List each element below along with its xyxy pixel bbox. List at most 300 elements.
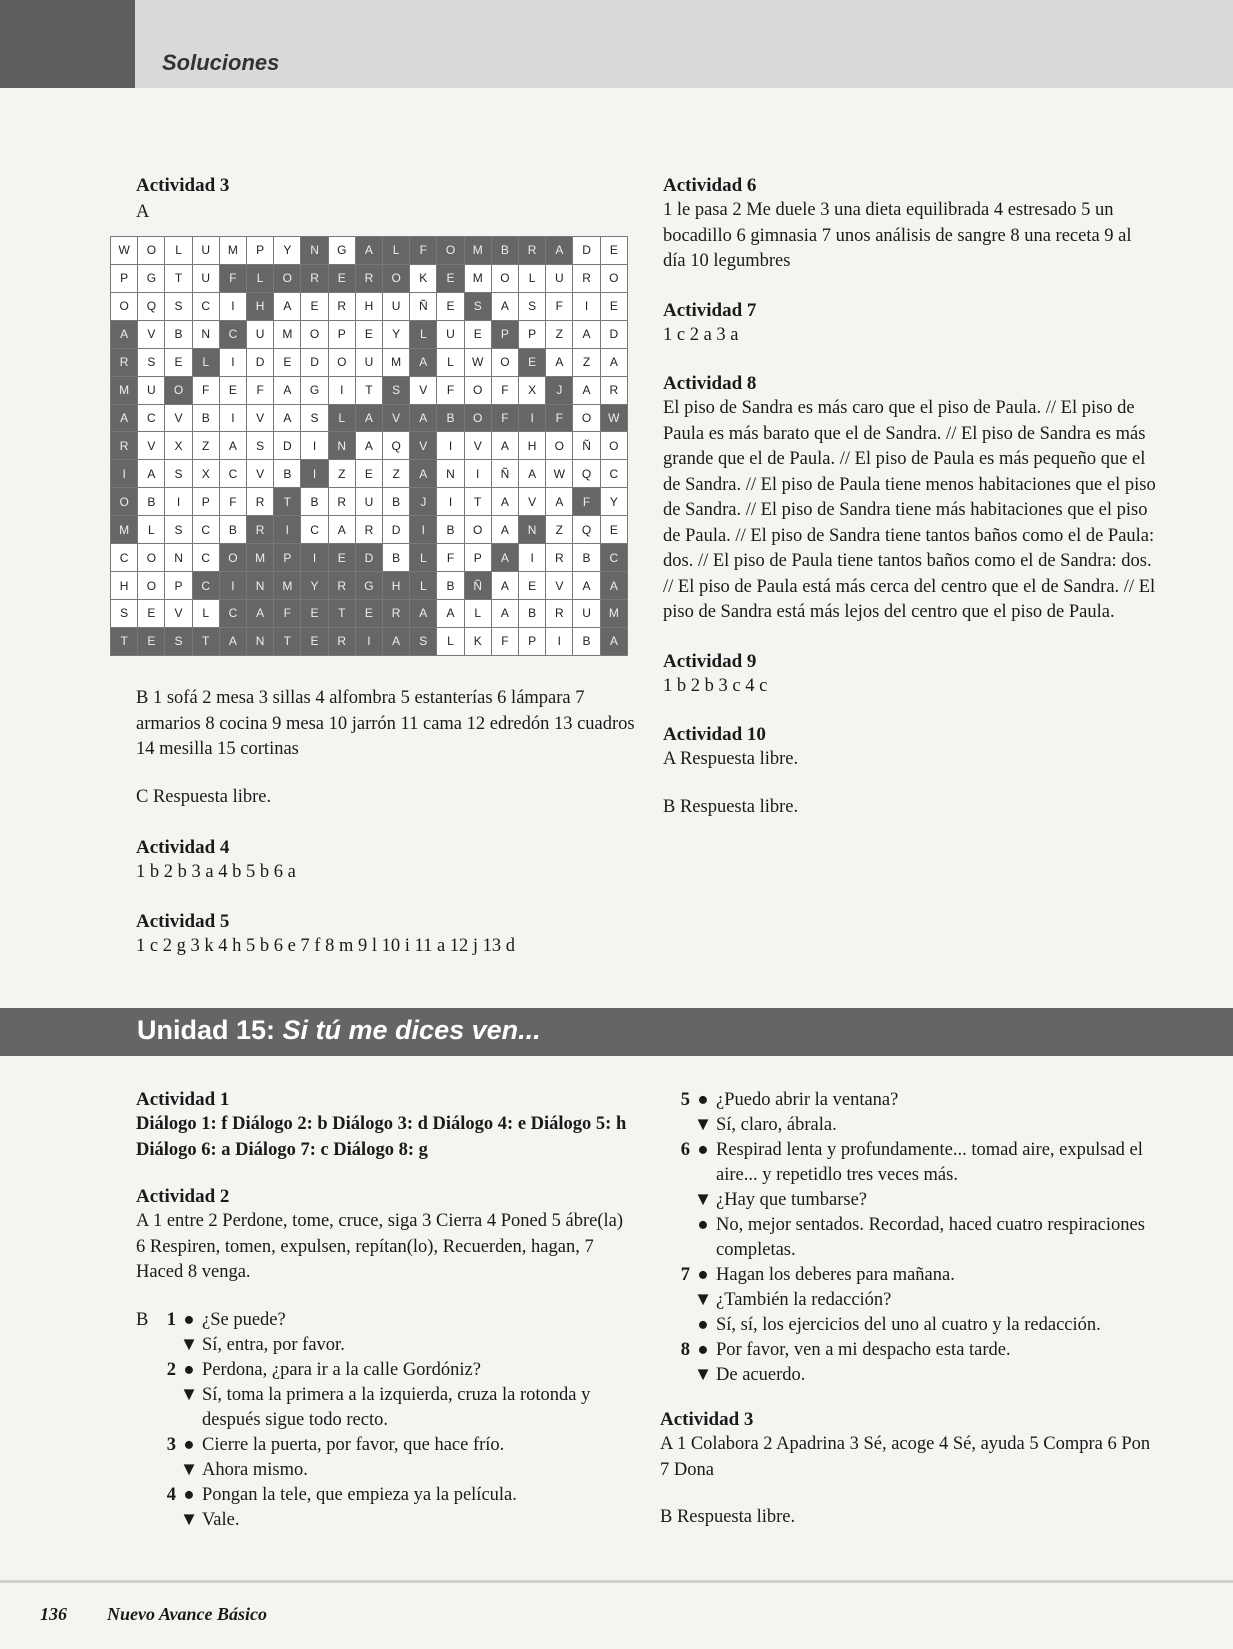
grid-cell: L <box>328 404 355 432</box>
grid-cell: O <box>111 488 138 516</box>
grid-cell: C <box>192 572 219 600</box>
right-top-column <box>663 174 1158 820</box>
grid-cell: I <box>546 627 573 655</box>
grid-cell: Y <box>274 237 301 265</box>
dialog-line <box>668 1188 1158 1213</box>
header-band <box>135 0 1233 88</box>
dialog-text: De acuerdo. <box>716 1365 806 1385</box>
grid-cell: R <box>355 516 382 544</box>
grid-cell: I <box>301 432 328 460</box>
grid-cell: G <box>138 264 165 292</box>
grid-cell: F <box>573 488 600 516</box>
grid-cell: E <box>138 599 165 627</box>
grid-cell: J <box>410 488 437 516</box>
act3-b-answers: 1 sofá 2 mesa 3 sillas 4 alfombra 5 estanterías 6 lámpara 7 armarios 8 cocina 9 mesa 10 jarrón 11 cama 12 edredón 13 cuadros 14 mesilla 15 cortinas <box>136 688 635 759</box>
grid-cell: H <box>111 572 138 600</box>
grid-row <box>111 627 628 655</box>
grid-cell: F <box>247 376 274 404</box>
grid-cell: S <box>111 599 138 627</box>
grid-cell: O <box>437 237 464 265</box>
grid-cell: T <box>274 627 301 655</box>
word-search-grid <box>110 236 628 656</box>
grid-cell: V <box>138 432 165 460</box>
grid-cell: A <box>546 237 573 265</box>
u15-act3-a-text: A 1 Colabora 2 Apadrina 3 Sé, acoge 4 Sé, ayuda 5 Compra 6 Pon 7 Dona <box>660 1434 1151 1480</box>
grid-cell: I <box>219 292 246 320</box>
grid-cell: F <box>192 376 219 404</box>
grid-cell: Q <box>573 516 600 544</box>
grid-cell: Y <box>600 488 627 516</box>
u15-act1-text: Diálogo 1: f Diálogo 2: b Diálogo 3: d Diálogo 4: e Diálogo 5: h Diálogo 6: a Diálogo 7: c Diálogo 8: g <box>136 1114 627 1160</box>
grid-cell: M <box>247 544 274 572</box>
grid-cell: P <box>464 544 491 572</box>
grid-cell: A <box>111 404 138 432</box>
grid-cell: A <box>355 432 382 460</box>
grid-row <box>111 572 628 600</box>
grid-cell: E <box>219 376 246 404</box>
right-bottom-column <box>660 1088 1158 1531</box>
grid-cell: F <box>219 264 246 292</box>
grid-cell: A <box>355 237 382 265</box>
grid-cell: W <box>600 404 627 432</box>
dialog-line <box>668 1213 1158 1263</box>
grid-cell: E <box>464 320 491 348</box>
grid-cell: P <box>192 488 219 516</box>
grid-cell: A <box>491 599 518 627</box>
grid-cell: A <box>274 292 301 320</box>
grid-cell: C <box>192 544 219 572</box>
circle-bullet-icon: ● <box>697 1140 709 1160</box>
grid-cell: L <box>410 544 437 572</box>
grid-cell: F <box>274 599 301 627</box>
left-dialog-list <box>154 1308 636 1533</box>
grid-cell: A <box>573 572 600 600</box>
grid-cell: C <box>192 516 219 544</box>
grid-cell: T <box>111 627 138 655</box>
grid-cell: A <box>519 460 546 488</box>
grid-cell: A <box>546 488 573 516</box>
grid-cell: I <box>165 488 192 516</box>
grid-cell: S <box>301 404 328 432</box>
grid-cell: F <box>219 488 246 516</box>
dialog-line <box>668 1113 1158 1138</box>
grid-cell: L <box>383 237 410 265</box>
grid-cell: H <box>383 572 410 600</box>
grid-cell: V <box>383 404 410 432</box>
grid-cell: L <box>519 264 546 292</box>
grid-cell: O <box>464 516 491 544</box>
grid-cell: A <box>491 544 518 572</box>
act4-title: Actividad 4 <box>136 837 230 858</box>
grid-cell: I <box>111 460 138 488</box>
grid-cell: V <box>410 376 437 404</box>
grid-cell: S <box>138 348 165 376</box>
page-number: 136 <box>40 1604 67 1624</box>
grid-cell: E <box>355 599 382 627</box>
grid-cell: A <box>573 320 600 348</box>
dialog-text: Pongan la tele, que empieza ya la película. <box>202 1484 517 1505</box>
grid-cell: U <box>573 599 600 627</box>
grid-cell: S <box>165 292 192 320</box>
dialog-line <box>154 1358 636 1383</box>
grid-cell: B <box>192 404 219 432</box>
grid-cell: P <box>519 320 546 348</box>
grid-cell: O <box>600 432 627 460</box>
dialog-number: 7 <box>680 1265 690 1285</box>
dialog-text: Sí, sí, los ejercicios del uno al cuatro y la redacción. <box>716 1315 1101 1335</box>
grid-cell: A <box>491 572 518 600</box>
dialog-text: Por favor, ven a mi despacho esta tarde. <box>716 1340 1011 1360</box>
grid-cell: B <box>573 544 600 572</box>
grid-cell: B <box>437 404 464 432</box>
grid-cell: I <box>328 376 355 404</box>
grid-cell: O <box>274 264 301 292</box>
act3-a-label: A <box>136 202 150 222</box>
grid-cell: Z <box>192 432 219 460</box>
grid-cell: I <box>464 460 491 488</box>
grid-cell: O <box>111 292 138 320</box>
grid-cell: B <box>165 320 192 348</box>
circle-bullet-icon: ● <box>183 1309 195 1330</box>
grid-cell: E <box>437 264 464 292</box>
grid-cell: M <box>274 572 301 600</box>
dialog-text: Cierre la puerta, por favor, que hace frío. <box>202 1434 505 1455</box>
grid-row <box>111 348 628 376</box>
triangle-bullet-icon: ▼ <box>693 1115 713 1135</box>
grid-cell: U <box>383 292 410 320</box>
dialog-text: No, mejor sentados. Recordad, haced cuatro respiraciones completas. <box>716 1215 1145 1260</box>
grid-cell: B <box>437 516 464 544</box>
grid-cell: Z <box>546 320 573 348</box>
grid-cell: O <box>138 237 165 265</box>
grid-cell: B <box>383 544 410 572</box>
grid-cell: R <box>111 348 138 376</box>
grid-cell: D <box>355 544 382 572</box>
grid-cell: N <box>519 516 546 544</box>
act7-title: Actividad 7 <box>663 299 757 321</box>
grid-row <box>111 599 628 627</box>
grid-cell: F <box>437 544 464 572</box>
dialog-line <box>154 1508 636 1533</box>
grid-cell: A <box>410 460 437 488</box>
grid-row <box>111 488 628 516</box>
grid-cell: N <box>247 627 274 655</box>
grid-cell: D <box>600 320 627 348</box>
grid-cell: K <box>410 264 437 292</box>
grid-cell: E <box>301 599 328 627</box>
grid-cell: P <box>328 320 355 348</box>
dialog-line <box>668 1288 1158 1313</box>
grid-cell: R <box>383 599 410 627</box>
grid-cell: A <box>546 348 573 376</box>
grid-cell: G <box>355 572 382 600</box>
grid-cell: L <box>410 320 437 348</box>
dialog-text: ¿También la redacción? <box>716 1290 892 1310</box>
grid-cell: G <box>328 237 355 265</box>
act5-text: 1 c 2 g 3 k 4 h 5 b 6 e 7 f 8 m 9 l 10 i 11 a 12 j 13 d <box>136 935 516 956</box>
grid-cell: S <box>165 627 192 655</box>
left-bottom-column <box>136 1088 636 1533</box>
grid-cell: E <box>301 292 328 320</box>
circle-bullet-icon: ● <box>697 1215 709 1235</box>
dialog-text: Ahora mismo. <box>202 1459 308 1480</box>
grid-cell: A <box>491 292 518 320</box>
triangle-bullet-icon: ▼ <box>179 1384 199 1405</box>
dialog-number: 8 <box>680 1340 690 1360</box>
u15-act2-b-letter: B <box>136 1309 149 1330</box>
u15-act3-title: Actividad 3 <box>660 1409 754 1430</box>
grid-cell: A <box>600 348 627 376</box>
grid-cell: E <box>274 348 301 376</box>
grid-cell: T <box>355 376 382 404</box>
grid-cell: V <box>519 488 546 516</box>
grid-cell: Y <box>383 320 410 348</box>
grid-row <box>111 237 628 265</box>
dialog-line <box>154 1433 636 1458</box>
grid-cell: S <box>165 460 192 488</box>
grid-cell: C <box>111 544 138 572</box>
grid-cell: N <box>247 572 274 600</box>
grid-cell: E <box>519 572 546 600</box>
grid-cell: F <box>437 376 464 404</box>
grid-row <box>111 320 628 348</box>
dialog-text: Sí, entra, por favor. <box>202 1334 345 1355</box>
grid-cell: E <box>355 460 382 488</box>
circle-bullet-icon: ● <box>697 1265 709 1285</box>
grid-cell: E <box>519 348 546 376</box>
grid-cell: S <box>165 516 192 544</box>
grid-cell: P <box>491 320 518 348</box>
grid-cell: L <box>192 348 219 376</box>
circle-bullet-icon: ● <box>697 1090 709 1110</box>
act9-title: Actividad 9 <box>663 650 757 672</box>
u15-act2-b <box>136 1308 636 1533</box>
circle-bullet-icon: ● <box>183 1359 195 1380</box>
grid-cell: I <box>219 572 246 600</box>
grid-cell: Ñ <box>464 572 491 600</box>
circle-bullet-icon: ● <box>183 1484 195 1505</box>
dialog-line <box>668 1313 1158 1338</box>
circle-bullet-icon: ● <box>697 1340 709 1360</box>
unit-title <box>137 1015 541 1046</box>
act3-b-text <box>136 686 636 763</box>
grid-cell: D <box>274 432 301 460</box>
grid-cell: Ñ <box>573 432 600 460</box>
grid-cell: O <box>328 348 355 376</box>
grid-cell: F <box>546 292 573 320</box>
u15-act2-a-text: A 1 entre 2 Perdone, tome, cruce, siga 3 Cierra 4 Poned 5 ábre(la) 6 Respiren, tomen, expulsen, repítan(lo), Recuerden, hagan, 7 Haced 8 venga. <box>136 1211 623 1282</box>
act6-text: 1 le pasa 2 Me duele 3 una dieta equilibrada 4 estresado 5 un bocadillo 6 gimnasia 7 unos análisis de sangre 8 una receta 9 al día 10 legumbres <box>663 200 1132 271</box>
grid-cell: I <box>219 348 246 376</box>
act10-b-text: B Respuesta libre. <box>663 796 799 817</box>
grid-cell: R <box>600 376 627 404</box>
grid-cell: F <box>410 237 437 265</box>
grid-cell: B <box>437 572 464 600</box>
act3-b-letter: B <box>136 688 149 708</box>
grid-cell: U <box>247 320 274 348</box>
grid-cell: F <box>491 404 518 432</box>
dialog-number: 2 <box>166 1359 176 1380</box>
grid-cell: N <box>192 320 219 348</box>
u15-act3-b-text: B Respuesta libre. <box>660 1507 796 1527</box>
dialog-line <box>154 1333 636 1358</box>
grid-cell: V <box>410 432 437 460</box>
grid-cell: C <box>138 404 165 432</box>
grid-cell: B <box>301 488 328 516</box>
grid-cell: E <box>600 237 627 265</box>
grid-cell: A <box>410 348 437 376</box>
grid-cell: D <box>301 348 328 376</box>
act6-title: Actividad 6 <box>663 175 757 196</box>
grid-row <box>111 460 628 488</box>
triangle-bullet-icon: ▼ <box>179 1509 199 1530</box>
grid-cell: Q <box>573 460 600 488</box>
dialog-line <box>668 1338 1158 1363</box>
dialog-text: ¿Puedo abrir la ventana? <box>716 1090 899 1110</box>
triangle-bullet-icon: ▼ <box>179 1334 199 1355</box>
grid-cell: F <box>546 404 573 432</box>
triangle-bullet-icon: ▼ <box>693 1190 713 1210</box>
grid-cell: H <box>247 292 274 320</box>
grid-cell: Z <box>383 460 410 488</box>
grid-cell: D <box>247 348 274 376</box>
grid-cell: A <box>328 516 355 544</box>
grid-cell: I <box>274 516 301 544</box>
grid-cell: A <box>410 599 437 627</box>
dialog-text: ¿Se puede? <box>202 1309 286 1330</box>
grid-cell: I <box>519 544 546 572</box>
dialog-text: Sí, claro, ábrala. <box>716 1115 837 1135</box>
grid-row <box>111 376 628 404</box>
dialog-line <box>154 1308 636 1333</box>
grid-cell: R <box>328 627 355 655</box>
grid-cell: M <box>111 376 138 404</box>
grid-cell: V <box>546 572 573 600</box>
grid-cell: C <box>301 516 328 544</box>
circle-bullet-icon: ● <box>183 1434 195 1455</box>
grid-cell: T <box>165 264 192 292</box>
grid-cell: S <box>519 292 546 320</box>
grid-cell: A <box>573 376 600 404</box>
grid-cell: N <box>328 432 355 460</box>
grid-cell: I <box>301 544 328 572</box>
grid-cell: C <box>192 292 219 320</box>
grid-cell: R <box>546 599 573 627</box>
dialog-text: Sí, toma la primera a la izquierda, cruza la rotonda y después sigue todo recto. <box>202 1384 591 1430</box>
grid-cell: A <box>274 376 301 404</box>
grid-cell: T <box>328 599 355 627</box>
grid-cell: M <box>464 237 491 265</box>
grid-cell: U <box>138 376 165 404</box>
grid-cell: H <box>355 292 382 320</box>
grid-cell: U <box>192 237 219 265</box>
grid-cell: Z <box>328 460 355 488</box>
grid-row <box>111 516 628 544</box>
grid-cell: R <box>328 292 355 320</box>
grid-cell: I <box>437 432 464 460</box>
grid-cell: L <box>437 348 464 376</box>
grid-cell: Ñ <box>491 460 518 488</box>
grid-cell: R <box>519 237 546 265</box>
act8-title: Actividad 8 <box>663 373 757 394</box>
grid-cell: E <box>437 292 464 320</box>
dialog-number: 6 <box>680 1140 690 1160</box>
dialog-number: 1 <box>166 1309 176 1330</box>
grid-cell: E <box>600 292 627 320</box>
act3-title: Actividad 3 <box>136 175 230 196</box>
grid-cell: N <box>301 237 328 265</box>
dialog-text: Hagan los deberes para mañana. <box>716 1265 955 1285</box>
grid-cell: I <box>219 404 246 432</box>
grid-cell: B <box>491 237 518 265</box>
grid-cell: V <box>247 460 274 488</box>
grid-cell: B <box>274 460 301 488</box>
dialog-line <box>154 1383 636 1433</box>
grid-cell: L <box>247 264 274 292</box>
grid-cell: K <box>464 627 491 655</box>
dialog-line <box>668 1138 1158 1188</box>
grid-cell: L <box>192 599 219 627</box>
grid-cell: I <box>410 516 437 544</box>
grid-cell: I <box>573 292 600 320</box>
grid-cell: L <box>410 572 437 600</box>
grid-cell: H <box>519 432 546 460</box>
grid-cell: V <box>165 599 192 627</box>
grid-cell: P <box>165 572 192 600</box>
grid-cell: T <box>192 627 219 655</box>
grid-cell: L <box>165 237 192 265</box>
grid-cell: R <box>301 264 328 292</box>
grid-row <box>111 432 628 460</box>
left-top-column <box>136 174 636 226</box>
circle-bullet-icon: ● <box>697 1315 709 1335</box>
grid-cell: D <box>573 237 600 265</box>
grid-cell: D <box>383 516 410 544</box>
grid-cell: S <box>464 292 491 320</box>
grid-row <box>111 544 628 572</box>
grid-cell: C <box>219 320 246 348</box>
grid-cell: V <box>165 404 192 432</box>
book-title: Nuevo Avance Básico <box>107 1604 267 1624</box>
grid-cell: A <box>383 627 410 655</box>
grid-cell: M <box>274 320 301 348</box>
triangle-bullet-icon: ▼ <box>693 1365 713 1385</box>
grid-cell: L <box>464 599 491 627</box>
grid-cell: A <box>410 404 437 432</box>
dialog-line <box>668 1263 1158 1288</box>
grid-cell: Z <box>546 516 573 544</box>
grid-cell: Q <box>383 432 410 460</box>
grid-cell: U <box>355 488 382 516</box>
grid-cell: A <box>219 627 246 655</box>
grid-cell: P <box>274 544 301 572</box>
grid-cell: S <box>383 376 410 404</box>
grid-cell: C <box>219 599 246 627</box>
grid-cell: O <box>138 544 165 572</box>
dialog-number: 3 <box>166 1434 176 1455</box>
grid-cell: Ñ <box>410 292 437 320</box>
act7-text: 1 c 2 a 3 a <box>663 324 739 345</box>
act10-a-text: A Respuesta libre. <box>663 749 799 769</box>
grid-cell: P <box>111 264 138 292</box>
grid-cell: L <box>138 516 165 544</box>
grid-cell: M <box>111 516 138 544</box>
grid-cell: V <box>247 404 274 432</box>
dialog-text: ¿Hay que tumbarse? <box>716 1190 868 1210</box>
unit-name: Si tú me dices ven... <box>282 1015 541 1045</box>
grid-cell: R <box>328 488 355 516</box>
grid-cell: O <box>546 432 573 460</box>
